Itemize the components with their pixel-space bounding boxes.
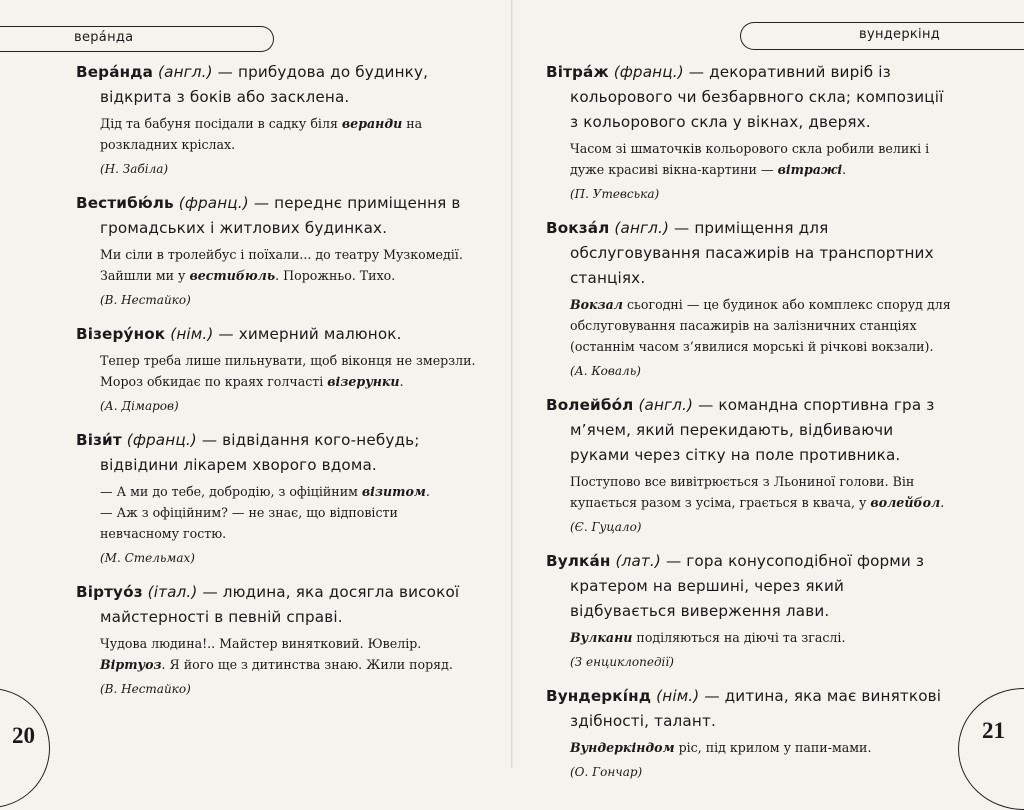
dictionary-entry — [76, 322, 478, 416]
example-text: . Порожньо. Тихо. — [275, 268, 396, 283]
running-header-right — [740, 22, 1024, 50]
example-highlight: Вулкани — [570, 630, 633, 645]
entry-definition-text: — гора конусоподібної форми з кратером на вершині, через який відбувається виверження лави. — [570, 552, 925, 620]
entry-origin: (лат.) — [615, 552, 661, 570]
right-page-column — [546, 60, 954, 794]
dictionary-entry — [76, 191, 478, 310]
dictionary-entry — [76, 60, 478, 179]
entry-source: (М. Стельмах) — [100, 551, 195, 565]
example-text: Чудова людина!.. Майстер винятковий. Ювелір. — [100, 636, 422, 651]
entry-headword: Віртуо́з — [76, 583, 143, 601]
entry-source: (Н. Забіла) — [100, 162, 169, 176]
entry-definition-text: — приміщення для обслуговування пасажирів на транспортних станціях. — [570, 219, 934, 287]
page-number-left: 20 — [12, 723, 35, 748]
page-number-circle-right — [958, 688, 1024, 810]
entry-headword: Візеру́нок — [76, 325, 166, 343]
entry-example — [546, 294, 954, 357]
entry-source: (А. Коваль) — [570, 364, 641, 378]
entry-origin: (франц.) — [178, 194, 249, 212]
entry-definition-text: — переднє приміщення в громадських і житлових будинках. — [100, 194, 461, 237]
example-text: поділяються на діючі та згаслі. — [632, 630, 846, 645]
entry-definition — [76, 428, 478, 478]
example-text: . — [425, 484, 430, 499]
entry-definition-text: — прибудова до будинку, відкрита з боків або засклена. — [100, 63, 429, 106]
entry-source: (З енциклопедії) — [570, 655, 674, 669]
example-text: . Я його ще з дитинства знаю. Жили поряд. — [161, 657, 453, 672]
entry-headword: Волейбо́л — [546, 396, 634, 414]
entry-definition — [546, 216, 954, 291]
dictionary-entry — [546, 60, 954, 204]
entry-example — [546, 737, 954, 758]
dictionary-entry — [546, 684, 954, 782]
entry-example — [546, 471, 954, 513]
running-header-left-text: вера́нда — [74, 30, 134, 45]
dictionary-entry — [546, 393, 954, 537]
entry-example — [76, 633, 478, 675]
running-header-left — [0, 26, 274, 52]
entry-origin: (англ.) — [614, 219, 670, 237]
example-highlight: вестибюль — [189, 268, 276, 283]
entry-headword: Вестибю́ль — [76, 194, 174, 212]
entry-source: (В. Нестайко) — [100, 293, 191, 307]
example-highlight: волейбол — [870, 495, 941, 510]
entry-definition — [546, 684, 954, 734]
entry-example — [76, 244, 478, 286]
entry-example — [76, 481, 478, 544]
entry-definition — [546, 393, 954, 468]
example-text: Часом зі шматочків кольорового скла робили великі і дуже красиві вікна-картини — — [570, 141, 930, 177]
example-highlight: візерунки — [327, 374, 400, 389]
entry-definition — [76, 322, 478, 347]
example-text: Дід та бабуня посідали в садку біля — [100, 116, 342, 131]
entry-origin: (нім.) — [170, 325, 214, 343]
entry-origin: (англ.) — [158, 63, 213, 81]
entry-definition-text: — химерний малюнок. — [213, 325, 402, 343]
entry-definition-text: — дитина, яка має виняткові здібності, талант. — [570, 687, 942, 730]
entry-origin: (нім.) — [656, 687, 700, 705]
entry-headword: Вундеркі́нд — [546, 687, 652, 705]
entry-definition — [76, 191, 478, 241]
entry-headword: Вокза́л — [546, 219, 610, 237]
entry-source: (П. Утевська) — [570, 187, 660, 201]
entry-definition-text: — людина, яка досягла високої майстерності в певній справі. — [100, 583, 460, 626]
entry-definition-text: — декоративний виріб із кольорового чи безбарвного скла; композиції з кольорового скла у вікнах, дверях. — [570, 63, 944, 131]
example-text: Тепер треба лише пильнувати, щоб віконця не змерзли. Мороз обкидає по краях голчасті — [100, 353, 476, 389]
entry-example — [546, 138, 954, 180]
entry-headword: Вера́нда — [76, 63, 154, 81]
example-text: — А ми до тебе, добродію, з офіційним — [100, 484, 362, 499]
example-text: . — [842, 162, 847, 177]
example-highlight: вітражі — [777, 162, 843, 177]
example-text: — Аж з офіційним? — не знає, що відповісти невчасному гостю. — [100, 505, 398, 541]
entry-origin: (італ.) — [147, 583, 198, 601]
page-gutter — [511, 0, 513, 768]
entry-origin: (франц.) — [126, 431, 197, 449]
dictionary-entry — [76, 580, 478, 699]
entry-headword: Вулка́н — [546, 552, 611, 570]
running-header-right-text: вундеркінд — [859, 27, 941, 42]
dictionary-entry — [546, 216, 954, 381]
entry-source: (О. Гончар) — [570, 765, 643, 779]
example-text: . — [940, 495, 945, 510]
example-text: Ми сіли в тролейбус і поїхали... до театру Музкомедії. Зайшли ми у — [100, 247, 463, 283]
example-highlight: Вундеркіндом — [570, 740, 675, 755]
entry-definition — [546, 60, 954, 135]
entry-origin: (франц.) — [613, 63, 684, 81]
entry-source: (А. Дімаров) — [100, 399, 179, 413]
entry-origin: (англ.) — [638, 396, 694, 414]
entry-example — [546, 627, 954, 648]
entry-definition — [76, 580, 478, 630]
entry-definition-text: — командна спортивна гра з м’ячем, який перекидають, відбиваючи руками через сітку на поле противника. — [570, 396, 935, 464]
entry-example — [76, 350, 478, 392]
example-highlight: веранди — [341, 116, 403, 131]
example-text: Поступово все вивітрюється з Льониної голови. Він купається разом з усіма, грається в квача, у — [570, 474, 915, 510]
example-highlight: Віртуоз — [100, 657, 162, 672]
example-highlight: Вокзал — [570, 297, 623, 312]
dictionary-entry — [546, 549, 954, 672]
entry-headword: Візи́т — [76, 431, 122, 449]
example-text: ріс, під крилом у папи-мами. — [674, 740, 872, 755]
example-line — [100, 481, 478, 502]
left-page-column — [76, 60, 478, 711]
example-line — [100, 502, 478, 544]
entry-definition — [546, 549, 954, 624]
dictionary-entry — [76, 428, 478, 568]
entry-source: (Є. Гуцало) — [570, 520, 642, 534]
page-number-right: 21 — [982, 718, 1005, 743]
example-text: на розкладних кріслах. — [100, 116, 423, 152]
entry-definition — [76, 60, 478, 110]
entry-source: (В. Нестайко) — [100, 682, 191, 696]
entry-headword: Вітра́ж — [546, 63, 609, 81]
entry-definition-text: — відвідання кого-небудь; відвідини лікарем хворого вдома. — [100, 431, 420, 474]
example-text: сьогодні — це будинок або комплекс споруд для обслуговування пасажирів на залізничних станціях (останнім часом з’явилися морські й річкові вокзали). — [570, 297, 951, 354]
entry-example — [76, 113, 478, 155]
example-highlight: візитом — [361, 484, 426, 499]
example-text: . — [399, 374, 404, 389]
